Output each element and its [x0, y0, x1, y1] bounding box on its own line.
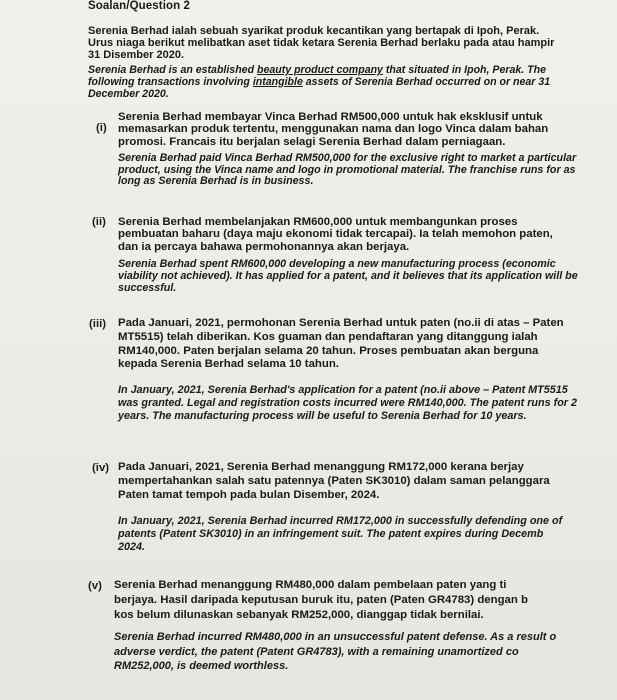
item-1-malay: Serenia Berhad membayar Vinca Berhad RM500,000 untuk hak eksklusif untuk memasarkan produk tertentu, menggunakan nama dan logo Vinca dalam bahan promosi. Francais itu berjalan selagi Serenia Berhad dalam perniagaan. [118, 111, 549, 148]
item-1-english: Serenia Berhad paid Vinca Berhad RM500,000 for the exclusive right to market a particular product, using the Vinca name and logo in promotional material. The franchise runs for as long as Serenia Berhad is in business. [118, 152, 577, 188]
item-5-number: (v) [88, 580, 102, 592]
item-2-malay: Serenia Berhad membelanjakan RM600,000 untuk membangunkan proses pembuatan baharu (daya maju ekonomi tidak tercapai). Ia telah memohon paten, dan ia percaya bahawa permohonannya akan berjaya. [118, 216, 553, 253]
question-heading: Soalan/Question 2 [88, 0, 191, 12]
item-5-english: Serenia Berhad incurred RM480,000 in an unsuccessful patent defense. As a result o adverse verdict, the patent (Patent GR4783), with a remaining unamortized co RM252,000, is deemed worthless. [114, 631, 557, 673]
intro-english-part-2: that situated in Ipoh, Perak. The following transactions involving [88, 64, 547, 88]
intro-english [88, 65, 616, 100]
item-2-number: (ii) [92, 216, 106, 228]
item-5-malay: Serenia Berhad menanggung RM480,000 dalam pembelaan paten yang ti berjaya. Hasil daripada keputusan buruk itu, paten (Paten GR4783) dengan b kos belum dilunaskan sebanyak RM252,000, dianggap tidak bernilai. [114, 579, 528, 621]
intro-malay: Serenia Berhad ialah sebuah syarikat produk kecantikan yang bertapak di Ipoh, Perak. Urus niaga berikut melibatkan aset tidak ketara Serenia Berhad berlaku pada atau hampir 31 Disember 2020. [88, 25, 555, 61]
item-2-english: Serenia Berhad spent RM600,000 developing a new manufacturing process (economic viability not achieved). It has applied for a patent, and it believes that its application will be successful. [118, 258, 578, 294]
item-3-english: In January, 2021, Serenia Berhad's application for a patent (no.ii above – Patent MT5515 was granted. Legal and registration costs incurred were RM140,000. The patent runs for 2 years. The manufacturing process will be useful to Serenia Berhad for 10 years. [118, 384, 577, 423]
intro-english-part-1: Serenia Berhad is an established [88, 64, 257, 76]
item-4-english: In January, 2021, Serenia Berhad incurred RM172,000 in successfully defending one of patents (Patent SK3010) in an infringement suit. The patent expires during Decemb 2024. [118, 515, 563, 554]
item-4-malay: Pada Januari, 2021, Serenia Berhad menanggung RM172,000 kerana berjay mempertahankan salah satu patennya (Paten SK3010) dalam saman pelanggara Paten tamat tempoh pada bulan Disember, 2024. [118, 461, 550, 501]
intro-english-underline-2: intangible [252, 75, 303, 88]
item-3-number: (iii) [89, 318, 107, 330]
intro-english-part-3: assets of Serenia Berhad occurred on or near 31 December 2020. [88, 75, 551, 100]
intro-english-underline-1: beauty product company [256, 64, 383, 76]
item-3-malay: Pada Januari, 2021, permohonan Serenia Berhad untuk paten (no.ii di atas – Paten MT5515) telah diberikan. Kos guaman dan pendaftaran yang ditanggung ialah RM140,000. Paten berjalan selama 20 tahun. Proses pembuatan akan berguna kepada Serenia Berhad selama 10 tahun. [118, 317, 564, 371]
item-4-number: (iv) [92, 462, 110, 474]
item-1-number: (i) [96, 122, 107, 134]
